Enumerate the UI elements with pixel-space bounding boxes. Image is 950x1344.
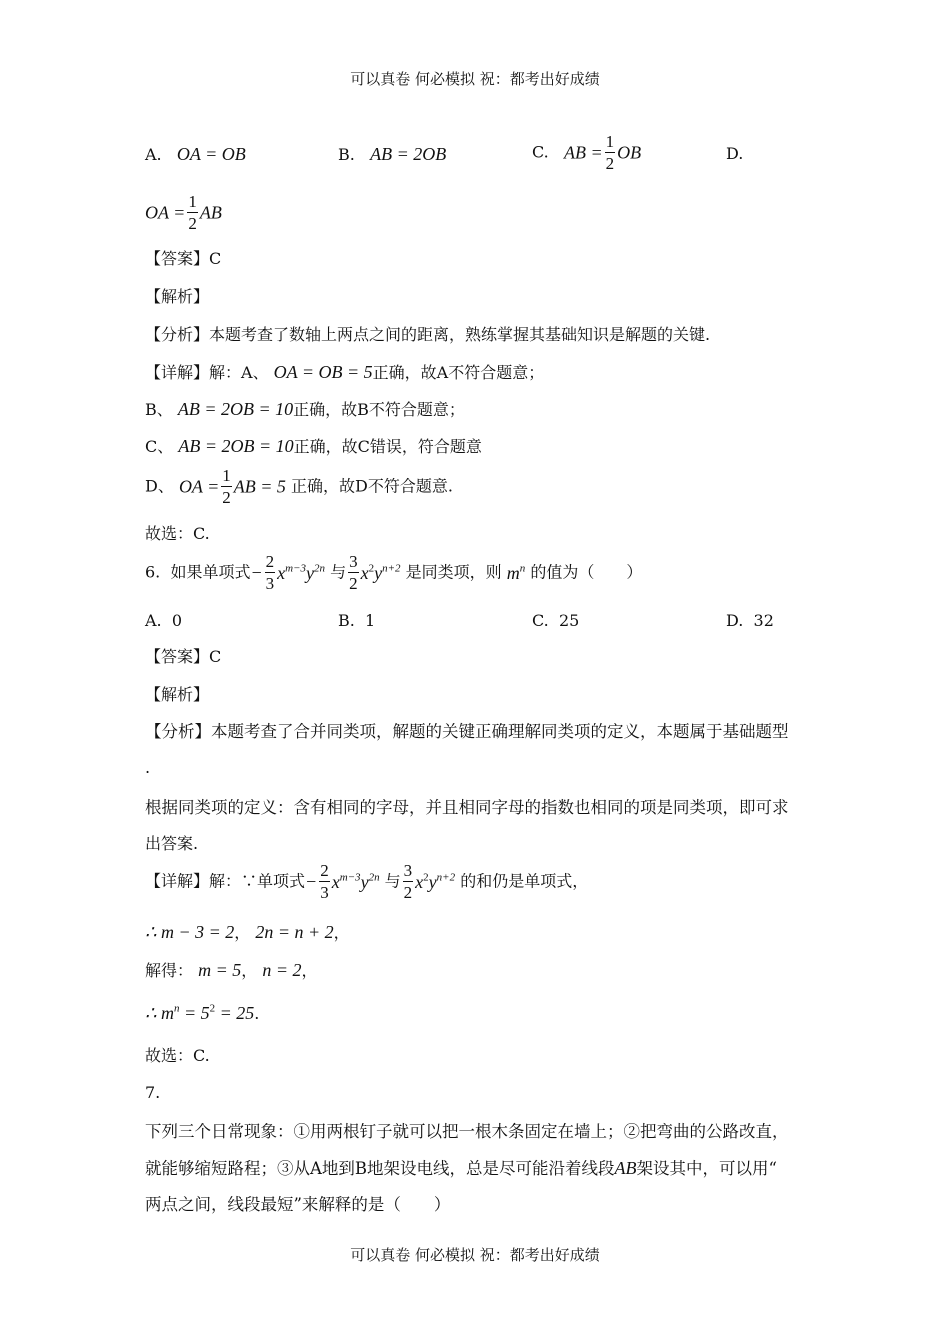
page-footer: 可以真卷 何必模拟 祝：都考出好成绩 [350, 1246, 600, 1264]
fraction: $\frac{3}{2}$ [349, 552, 358, 593]
q6-fenxi: 【分析】本题考查了合并同类项，解题的关键正确理解同类项的定义，本题属于基础题型 [145, 722, 789, 741]
q7-line3: 两点之间，线段最短”来解释的是（ ） [145, 1195, 451, 1214]
q6-step1: ∴ m − 3 = 2， 2n = n + 2， [145, 922, 350, 942]
q5-conclusion: 故选：C. [145, 524, 210, 543]
q6-definition-line1: 根据同类项的定义：含有相同的字母，并且相同字母的指数也相同的项是同类项，即可求 [145, 798, 789, 817]
q7-number: 7. [145, 1083, 161, 1102]
q6-option-a: A. 0 [145, 611, 182, 630]
q5-option-b: B. AB = 2OB [338, 144, 447, 164]
q7-line1: 下列三个日常现象：①用两根钉子就可以把一根木条固定在墙上；②把弯曲的公路改直， [145, 1122, 789, 1141]
q5-option-c: C. AB = $\frac{1}{2}$ OB [532, 132, 642, 173]
q5-detail-line-d: D、 OA = $\frac{1}{2}$ AB = 5 正确，故D不符合题意. [145, 466, 453, 507]
q5-detail-line-a: 【详解】解：A、 OA = OB = 5正确，故A不符合题意； [145, 362, 545, 382]
q5-answer: 【答案】C [145, 249, 222, 268]
page-header: 可以真卷 何必模拟 祝：都考出好成绩 [350, 70, 600, 88]
q7-line2: 就能够缩短路程；③从A地到B地架设电线，总是尽可能沿着线段AB架设其中，可以用“ [145, 1158, 777, 1178]
q6-definition-line2: 出答案. [145, 834, 199, 853]
q6-fenxi-tail: . [145, 758, 151, 777]
fraction: $\frac{2}{3}$ [320, 861, 329, 902]
q6-option-c: C. 25 [532, 611, 580, 630]
q6-answer: 【答案】C [145, 647, 222, 666]
q5-option-d-expr: OA = $\frac{1}{2}$ AB [145, 192, 222, 233]
q5-detail-line-c: C、 AB = 2OB = 10正确，故C错误，符合题意 [145, 436, 482, 456]
q6-detail-line: 【详解】解：∵单项式− $\frac{2}{3}$ $x^{m-3}y^{2n}$ 与 $\frac{3}{2}$ $x^2y^{n+2}$ 的和仍是单项式， [145, 861, 589, 902]
q5-analysis-label: 【解析】 [145, 287, 210, 306]
q6-conclusion: 故选：C. [145, 1046, 210, 1065]
q5-option-a: A. OA = OB [145, 144, 246, 164]
q6-option-b: B. 1 [338, 611, 376, 630]
fraction: $\frac{1}{2}$ [605, 132, 615, 173]
q6-analysis-label: 【解析】 [145, 685, 210, 704]
q6-step2: 解得： m = 5， n = 2， [145, 960, 318, 980]
q6-step3: ∴ $m^n = 5^2 = 25$. [145, 1002, 260, 1023]
q6-stem: 6. 如果单项式− $\frac{2}{3}$ $x^{m-3}y^{2n}$ 与 $\frac{3}{2}$ $x^2y^{n+2}$ 是同类项，则 $m^n$ 的值为（ ） [145, 552, 643, 593]
q6-option-d: D. 32 [726, 611, 774, 630]
fraction: $\frac{2}{3}$ [265, 552, 275, 593]
fraction: $\frac{1}{2}$ [188, 192, 197, 233]
q5-option-d-letter: D. [726, 144, 744, 163]
q5-fenxi: 【分析】本题考查了数轴上两点之间的距离，熟练掌握其基础知识是解题的关键. [145, 325, 711, 344]
q5-detail-line-b: B、 AB = 2OB = 10正确，故B不符合题意； [145, 399, 465, 419]
fraction: $\frac{1}{2}$ [222, 466, 231, 507]
fraction: $\frac{3}{2}$ [403, 861, 413, 902]
